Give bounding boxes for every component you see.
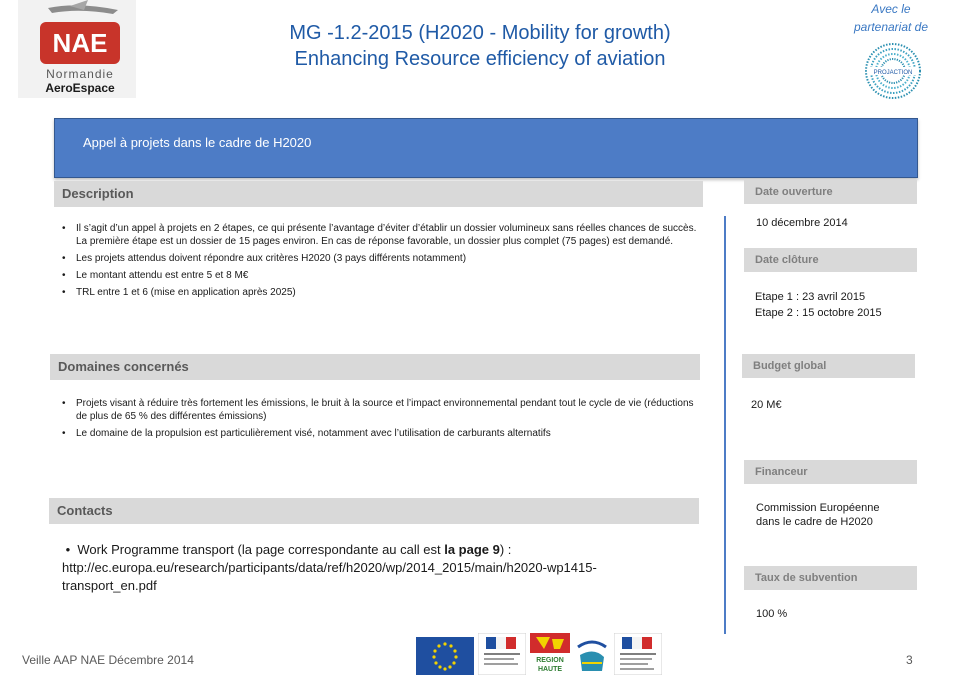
projaction-text: PROJACTION: [873, 70, 913, 76]
contacts-heading: Contacts: [49, 498, 699, 524]
department-logo: [574, 633, 610, 675]
logo-line1: Normandie: [46, 67, 114, 81]
list-item: • TRL entre 1 et 6 (mise en application après 2025): [58, 286, 698, 299]
domaines-body: [58, 397, 698, 444]
logo-main-text: NAE: [52, 28, 108, 58]
page-title: [150, 20, 810, 72]
title-line1: MG -1.2-2015 (H2020 - Mobility for growth): [289, 22, 671, 44]
list-item: • Les projets attendus doivent répondre aux critères H2020 (3 pays différents notamment): [58, 252, 698, 265]
partner-caption: [832, 0, 950, 36]
logo-line2: AeroEspace: [45, 81, 115, 95]
vertical-divider: [724, 216, 726, 634]
cloture-etape1: Etape 1 : 23 avril 2015: [755, 291, 866, 303]
republique-logo: [478, 633, 526, 675]
partner-line2: partenariat de: [853, 20, 929, 34]
date-ouverture-value: 10 décembre 2014: [756, 217, 848, 229]
domaines-heading: Domaines concernés: [50, 354, 700, 380]
contacts-line: • Work Programme transport (la page correspondante au call est la page 9) :: [62, 542, 512, 557]
financeur-line2: dans le cadre de H2020: [756, 516, 873, 528]
contacts-text-before: Work Programme transport (la page correspondante au call est: [77, 542, 445, 557]
list-item: • Il s’agit d’un appel à projets en 2 étapes, ce qui présente l’avantage d’éviter d’établir un dossier volumineux sans réelles chances de succès. La première étape est un dossier de 15 pages environ. En cas de réponse favorable, un dossier plus complet (75 pages) est demandé.: [58, 222, 698, 248]
cloture-etape2: Etape 2 : 15 octobre 2015: [755, 307, 882, 319]
budget-label: Budget global: [742, 354, 915, 378]
financeur-label: Financeur: [744, 460, 917, 484]
contacts-body: [62, 541, 702, 595]
contacts-url-line2[interactable]: transport_en.pdf: [62, 578, 157, 593]
page-number: 3: [906, 653, 913, 667]
date-ouverture-label: Date ouverture: [744, 180, 917, 204]
region-text2: HAUTE: [537, 666, 563, 673]
taux-value: 100 %: [756, 608, 788, 620]
description-heading: Description: [54, 181, 703, 207]
contacts-text-after: ) :: [499, 542, 512, 557]
contacts-url-line1[interactable]: http://ec.europa.eu/research/participants/data/ref/h2020/wp/2014_2015/main/h2020-wp1415-: [62, 560, 597, 575]
banner-text: Appel à projets dans le cadre de H2020: [83, 135, 312, 150]
list-item: • Le montant attendu est entre 5 et 8 M€: [58, 269, 698, 282]
financeur-line1: Commission Européenne: [756, 502, 880, 514]
date-cloture-value: [755, 289, 882, 321]
contacts-page-ref: la page 9: [444, 542, 500, 557]
date-cloture-label: Date clôture: [744, 248, 917, 272]
partner-line1: Avec le: [871, 2, 911, 16]
projaction-logo: [853, 42, 933, 100]
description-body: [58, 222, 698, 303]
eu-flag-logo: [416, 633, 474, 675]
banner: [54, 118, 918, 178]
region-logo: [530, 633, 570, 675]
list-item: • Le domaine de la propulsion est particulièrement visé, notamment avec l’utilisation de carburants alternatifs: [58, 427, 698, 440]
region-text1: REGION: [536, 657, 564, 664]
list-item: • Projets visant à réduire très fortement les émissions, le bruit à la source et l’impact environnemental pendant tout le cycle de vie (réductions de plus de 65 % des différentes émissions): [58, 397, 698, 423]
prefecture-logo: [614, 633, 662, 675]
financeur-value: [756, 501, 880, 529]
footer-text: Veille AAP NAE Décembre 2014: [22, 653, 194, 667]
nae-logo: [18, 0, 136, 98]
title-line2: Enhancing Resource efficiency of aviation: [294, 48, 666, 70]
taux-label: Taux de subvention: [744, 566, 917, 590]
budget-value: 20 M€: [751, 399, 782, 411]
